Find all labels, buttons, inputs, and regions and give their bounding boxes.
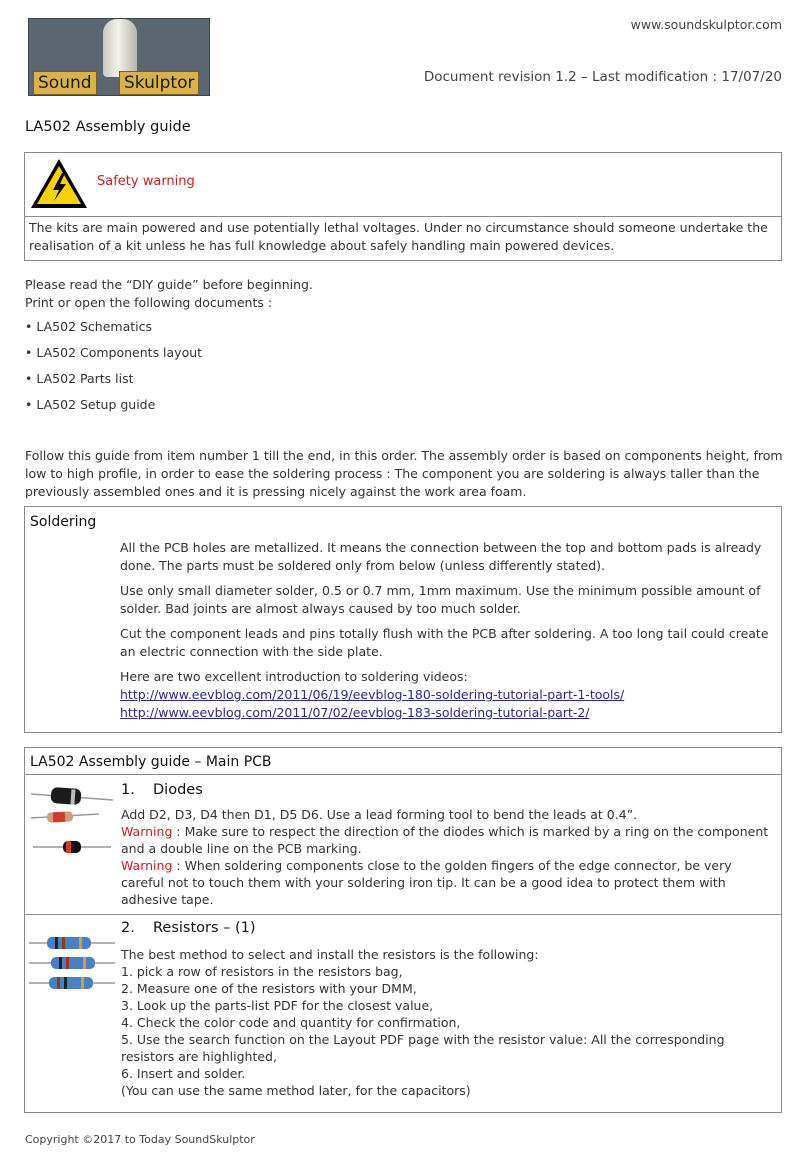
document-list-item: • LA502 Schematics xyxy=(25,319,153,334)
list-item: 3. Look up the parts-list PDF for the closest value, xyxy=(121,998,434,1013)
soldering-paragraph: Use only small diameter solder, 0.5 or 0.7 mm, 1mm maximum. Use the minimum possible amount of solder. Bad joints are almost always caused by too much solder. xyxy=(120,583,761,616)
step-1-warning-1 xyxy=(121,823,773,857)
document-list-item: • LA502 Components layout xyxy=(25,345,203,360)
soldering-paragraph: All the PCB holes are metallized. It means the connection between the top and bottom pads is already done. The parts must be soldered only from below (unless differently stated). xyxy=(120,540,762,573)
warning-text: : Make sure to respect the direction of the diodes which is marked by a ring on the component and a double line on the PCB marking. xyxy=(121,824,769,856)
resistors-photo xyxy=(29,929,115,999)
step-1-body xyxy=(121,806,773,908)
divider xyxy=(25,774,781,775)
page-title: LA502 Assembly guide xyxy=(25,119,191,135)
document-list-item: • LA502 Setup guide xyxy=(25,397,156,412)
safety-warning-text: The kits are main powered and use potentially lethal voltages. Under no circumstance should someone undertake the realisation of a kit unless he has full knowledge about safely handling main powered devices. xyxy=(29,220,768,253)
main-pcb-section xyxy=(24,747,782,1113)
videos-intro: Here are two excellent introduction to soldering videos: xyxy=(120,669,468,684)
statue-image xyxy=(103,19,137,77)
print-documents-text: Print or open the following documents : xyxy=(25,295,273,310)
diodes-photo xyxy=(29,778,115,858)
list-item: (You can use the same method later, for the capacitors) xyxy=(121,1083,471,1098)
list-item: 2. Measure one of the resistors with your DMM, xyxy=(121,981,417,996)
warning-label: Warning xyxy=(121,824,173,839)
document-name: LA502 Schematics xyxy=(36,319,153,334)
soldering-body xyxy=(120,539,772,722)
step-1-instruction: Add D2, D3, D4 then D1, D5 D6. Use a lead forming tool to bend the leads at 0.4”. xyxy=(121,807,638,822)
step-2-title xyxy=(121,920,256,936)
soldering-video-link-2[interactable]: http://www.eevblog.com/2011/07/02/eevblog-183-soldering-tutorial-part-2/ xyxy=(120,705,590,720)
main-pcb-title: LA502 Assembly guide – Main PCB xyxy=(30,754,272,770)
divider xyxy=(25,914,781,915)
list-item: 6. Insert and solder. xyxy=(121,1066,246,1081)
list-item: 1. pick a row of resistors in the resistors bag, xyxy=(121,964,403,979)
soldering-paragraph: Cut the component leads and pins totally flush with the PCB after soldering. A too long tail could create an electric connection with the side plate. xyxy=(120,626,769,659)
step-2-body xyxy=(121,946,773,1099)
safety-warning-title: Safety warning xyxy=(97,174,195,189)
step-2-intro: The best method to select and install the resistors is the following: xyxy=(121,947,539,962)
step-1-title xyxy=(121,782,203,798)
document-list-item: • LA502 Parts list xyxy=(25,371,134,386)
resistor-method-list xyxy=(121,963,773,1099)
safety-warning-box xyxy=(24,152,782,261)
warning-label: Warning xyxy=(121,858,173,873)
document-name: LA502 Setup guide xyxy=(36,397,156,412)
high-voltage-warning-icon xyxy=(29,157,89,211)
document-name: LA502 Components layout xyxy=(36,345,203,360)
step-number: 1. xyxy=(121,782,135,798)
read-diy-guide-text: Please read the “DIY guide” before beginning. xyxy=(25,277,313,292)
logo-word-sound: Sound xyxy=(33,71,97,95)
step-name: Resistors – (1) xyxy=(153,920,256,936)
document-revision: Document revision 1.2 – Last modification : 17/07/20 xyxy=(423,69,782,85)
step-1-warning-2 xyxy=(121,857,773,908)
assembly-order-text: Follow this guide from item number 1 till the end, in this order. The assembly order is based on components height, from low to high profile, in order to ease the soldering process : The component you are soldering is always taller than the previously assembled ones and it is pressing nicely against the work area foam. xyxy=(25,448,783,499)
logo-word-skulptor: Skulptor xyxy=(119,71,199,95)
soldering-box xyxy=(24,506,782,733)
document-name: LA502 Parts list xyxy=(36,371,134,386)
soldering-title: Soldering xyxy=(30,514,97,530)
step-name: Diodes xyxy=(153,782,203,798)
site-url[interactable]: www.soundskulptor.com xyxy=(630,17,782,32)
safety-warning-header xyxy=(25,153,781,217)
step-number: 2. xyxy=(121,920,135,936)
warning-text: : When soldering components close to the golden fingers of the edge connector, be very careful not to touch them with your soldering iron tip. It can be a good idea to protect them with adhesive tape. xyxy=(121,858,732,907)
list-item: 5. Use the search function on the Layout PDF page with the resistor value: All the corresponding resistors are highlighted, xyxy=(121,1032,725,1064)
list-item: 4. Check the color code and quantity for confirmation, xyxy=(121,1015,461,1030)
soundskulptor-logo xyxy=(28,18,210,96)
soldering-video-link-1[interactable]: http://www.eevblog.com/2011/06/19/eevblog-180-soldering-tutorial-part-1-tools/ xyxy=(120,687,625,702)
copyright: Copyright ©2017 to Today SoundSkulptor xyxy=(25,1133,255,1146)
